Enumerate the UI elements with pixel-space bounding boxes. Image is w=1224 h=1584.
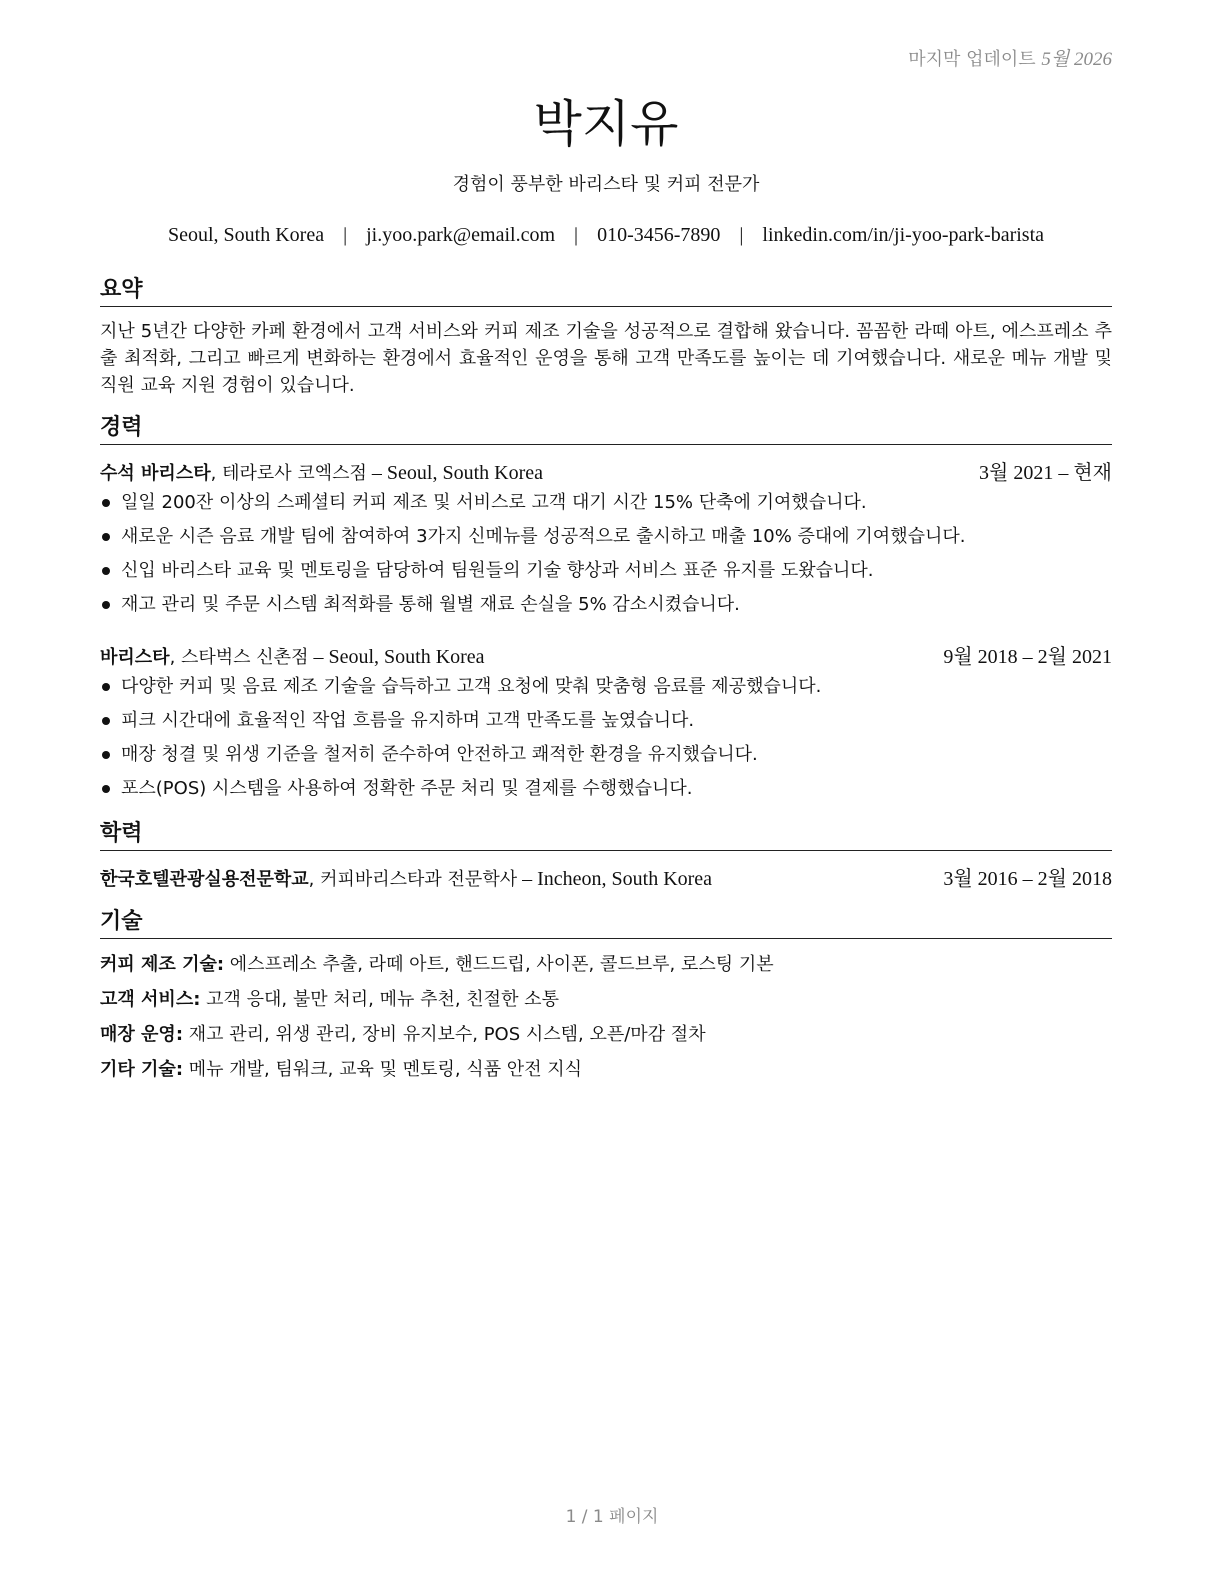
applicant-tagline: 경험이 풍부한 바리스타 및 커피 전문가	[452, 174, 760, 195]
school-name: 한국호텔관광실용전문학교	[100, 869, 309, 890]
education-entry: 한국호텔관광실용전문학교, 커피바리스타과 전문학사 – Incheon, South Korea 3월 2016 – 2월 2018	[100, 868, 1112, 890]
bullet-icon	[102, 717, 110, 725]
contact-separator: |	[739, 224, 744, 246]
job-employer: 테라로사 코엑스점	[222, 463, 367, 484]
contact-line	[100, 224, 1112, 247]
contact-location: Seoul, South Korea	[168, 224, 325, 246]
list-item: 매장 청결 및 위생 기준을 철저히 준수하여 안전하고 쾌적한 환경을 유지했습니다.	[100, 742, 1112, 776]
job-header: 바리스타, 스타벅스 신촌점 – Seoul, South Korea 9월 2018 – 2월 2021	[100, 646, 1112, 668]
bullet-icon	[102, 785, 110, 793]
section-title-education: 학력	[100, 820, 1112, 851]
section-title-skills: 기술	[100, 908, 1112, 939]
page-number: 1 / 1 페이지	[565, 1507, 659, 1527]
skill-row	[100, 1022, 1112, 1048]
job-employer: 스타벅스 신촌점	[181, 647, 309, 668]
degree: 커피바리스타과 전문학사	[320, 869, 518, 890]
last-updated-label: 마지막 업데이트	[908, 49, 1036, 70]
bullet-icon	[102, 683, 110, 691]
skill-value: 재고 관리, 위생 관리, 장비 유지보수, POS 시스템, 오픈/마감 절차	[188, 1024, 706, 1045]
job-location: Seoul, South Korea	[328, 646, 485, 668]
contact-separator: |	[343, 224, 348, 246]
skill-label: 커피 제조 기술:	[100, 954, 225, 975]
bullet-icon	[102, 533, 110, 541]
job-header: 수석 바리스타, 테라로사 코엑스점 – Seoul, South Korea 3월 2021 – 현재	[100, 462, 1112, 484]
contact-phone: 010-3456-7890	[597, 224, 721, 246]
skill-label: 고객 서비스:	[100, 989, 201, 1010]
summary-text: 지난 5년간 다양한 카페 환경에서 고객 서비스와 커피 제조 기술을 성공적으로 결합해 왔습니다. 꼼꼼한 라떼 아트, 에스프레소 추출 최적화, 그리고 빠르게 변화하는 환경에서 효율적인 운영을 통해 고객 만족도를 높이는 데 기여했습니다. 새로운 메뉴 개발 및 직원 교육 지원 경험이 있습니다.	[100, 321, 1112, 396]
list-item: 새로운 시즌 음료 개발 팀에 참여하여 3가지 신메뉴를 성공적으로 출시하고 매출 10% 증대에 기여했습니다.	[100, 524, 1112, 558]
contact-separator: |	[574, 224, 579, 246]
skill-row	[100, 1057, 1112, 1083]
bullet-icon	[102, 499, 110, 507]
education-dates: 3월 2016 – 2월 2018	[943, 868, 1112, 890]
job-bullets	[100, 674, 1112, 810]
skill-row	[100, 952, 1112, 978]
job-dates: 9월 2018 – 2월 2021	[943, 646, 1112, 668]
skill-value: 메뉴 개발, 팀워크, 교육 및 멘토링, 식품 안전 지식	[188, 1059, 583, 1080]
list-item: 재고 관리 및 주문 시스템 최적화를 통해 월별 재료 손실을 5% 감소시켰습니다.	[100, 592, 1112, 626]
section-title-summary: 요약	[100, 276, 1112, 307]
skill-value: 고객 응대, 불만 처리, 메뉴 추천, 친절한 소통	[206, 989, 559, 1010]
list-item: 다양한 커피 및 음료 제조 기술을 습득하고 고객 요청에 맞춰 맞춤형 음료를 제공했습니다.	[100, 674, 1112, 708]
bullet-icon	[102, 751, 110, 759]
list-item: 신입 바리스타 교육 및 멘토링을 담당하여 팀원들의 기술 향상과 서비스 표준 유지를 도왔습니다.	[100, 558, 1112, 592]
job-title: 바리스타	[100, 647, 170, 668]
applicant-name: 박지유	[533, 95, 679, 153]
job-dates: 3월 2021 – 현재	[979, 462, 1112, 484]
last-updated-date: 5월 2026	[1041, 49, 1112, 70]
list-item: 일일 200잔 이상의 스페셜티 커피 제조 및 서비스로 고객 대기 시간 15% 단축에 기여했습니다.	[100, 490, 1112, 524]
bullet-icon	[102, 601, 110, 609]
contact-email[interactable]: ji.yoo.park@email.com	[366, 224, 556, 246]
job-title: 수석 바리스타	[100, 463, 211, 484]
list-item: 피크 시간대에 효율적인 작업 흐름을 유지하며 고객 만족도를 높였습니다.	[100, 708, 1112, 742]
skill-value: 에스프레소 추출, 라떼 아트, 핸드드립, 사이폰, 콜드브루, 로스팅 기본	[229, 954, 774, 975]
skill-label: 매장 운영:	[100, 1024, 184, 1045]
skill-label: 기타 기술:	[100, 1059, 184, 1080]
last-updated	[908, 44, 1112, 71]
education-location: Incheon, South Korea	[537, 868, 713, 890]
section-title-experience: 경력	[100, 414, 1112, 445]
job-bullets	[100, 490, 1112, 626]
bullet-icon	[102, 567, 110, 575]
list-item: 포스(POS) 시스템을 사용하여 정확한 주문 처리 및 결제를 수행했습니다.	[100, 776, 1112, 810]
job-location: Seoul, South Korea	[386, 462, 543, 484]
contact-linkedin[interactable]: linkedin.com/in/ji-yoo-park-barista	[762, 224, 1044, 246]
skill-row	[100, 987, 1112, 1013]
